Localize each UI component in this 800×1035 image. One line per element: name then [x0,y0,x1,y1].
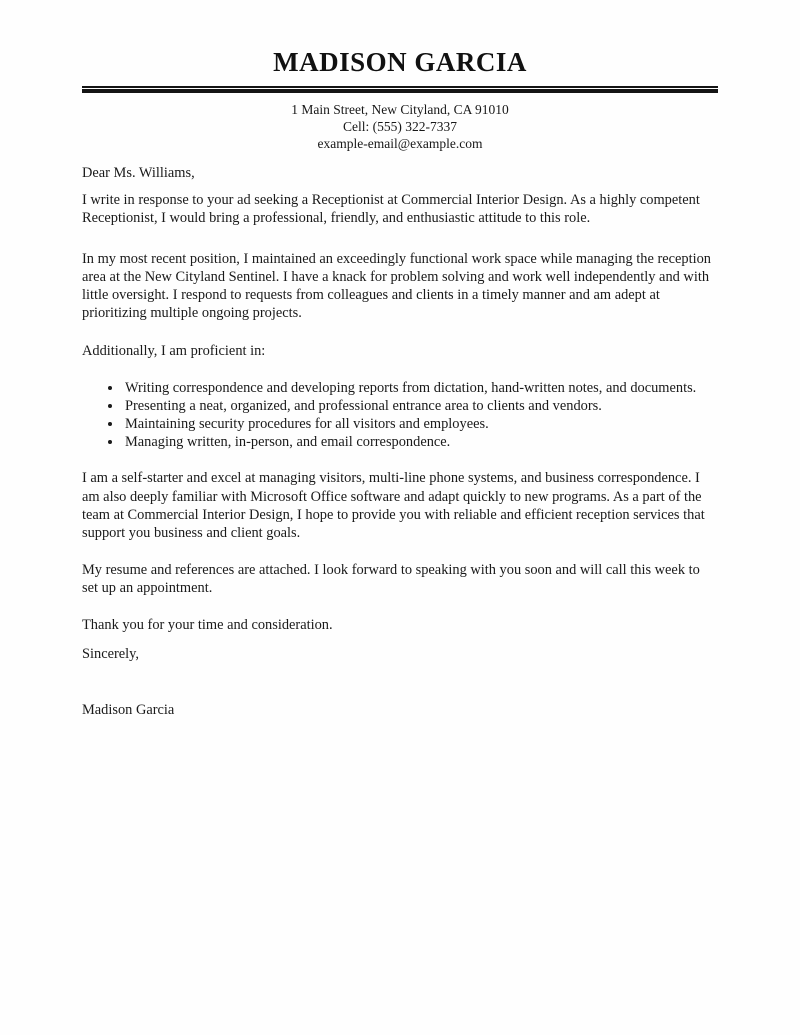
contact-email: example-email@example.com [317,136,483,151]
letterhead-divider [82,86,718,93]
list-item: • Maintaining security procedures for all visitors and employees. [123,415,718,433]
list-item: • Managing written, in-person, and email correspondence. [123,433,718,451]
list-item: • Writing correspondence and developing reports from dictation, hand-written notes, and documents. [123,379,718,397]
letterhead-contact [82,101,718,152]
paragraph-thanks: Thank you for your time and consideration. [82,616,333,633]
valediction: Sincerely, [82,645,140,662]
letterhead-name: MADISON GARCIA [273,47,527,77]
paragraph-intro: I write in response to your ad seeking a Receptionist at Commercial Interior Design. As a highly competent Receptionist, I would bring a professional, friendly, and enthusiastic attitude to this role. [82,192,700,227]
paragraph-experience: In my most recent position, I maintained an exceedingly functional work space while managing the reception area at the New Cityland Sentinel. I have a knack for problem solving and work well independently and with little oversight. I respond to requests from colleagues and clients in a timely manner and am adept at prioritizing multiple ongoing projects. [82,250,711,322]
paragraph-resume: My resume and references are attached. I look forward to speaking with you soon and will call this week to set up an appointment. [82,562,700,597]
proficiency-list [82,379,718,452]
list-item: • Presenting a neat, organized, and professional entrance area to clients and vendors. [123,397,718,415]
contact-phone: Cell: (555) 322-7337 [343,119,457,134]
salutation: Dear Ms. Williams, [82,165,195,181]
contact-address: 1 Main Street, New Cityland, CA 91010 [291,102,509,117]
signature: Madison Garcia [82,702,175,719]
proficiency-intro: Additionally, I am proficient in: [82,343,266,360]
letterhead [82,46,718,152]
paragraph-skills: I am a self-starter and excel at managing visitors, multi-line phone systems, and business correspondence. I am also deeply familiar with Microsoft Office software and adapt quickly to new programs. As a part of the team at Commercial Interior Design, I hope to provide you with reliable and efficient reception services that support you business and client goals. [82,470,705,542]
letter-body [82,164,718,719]
